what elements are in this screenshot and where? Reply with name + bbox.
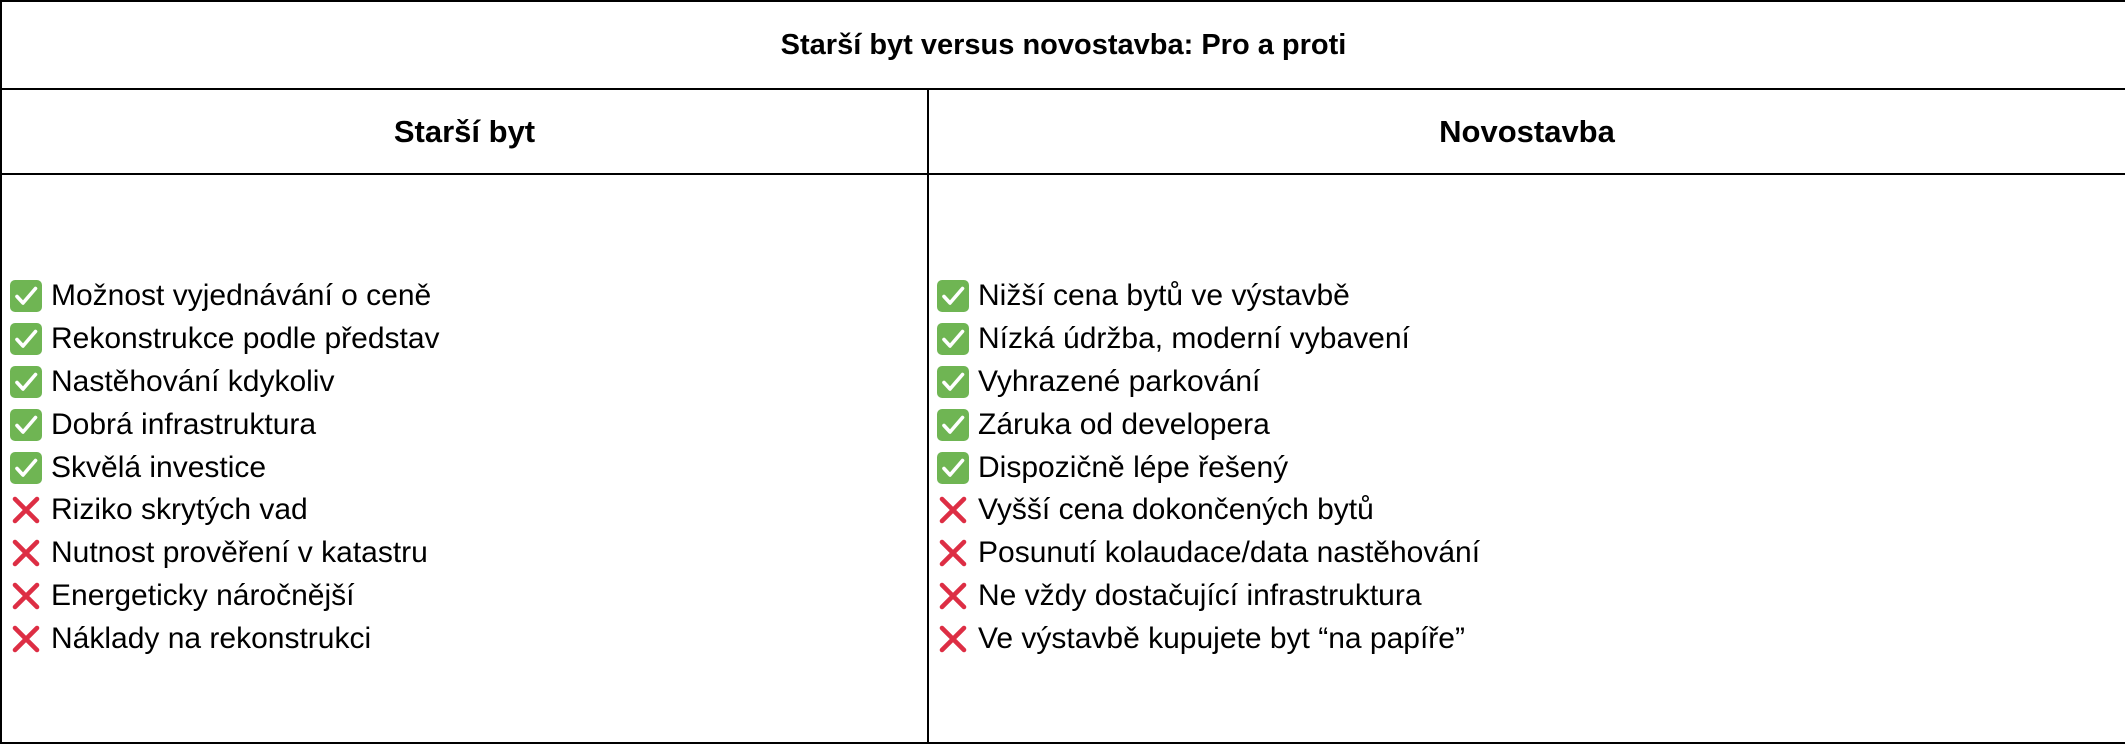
table-title: Starší byt versus novostavba: Pro a proti <box>1 1 2125 89</box>
pro-item <box>10 275 927 318</box>
item-label: Skvělá investice <box>51 450 267 484</box>
starsi-byt-column <box>1 174 928 743</box>
item-label: Nižší cena bytů ve výstavbě <box>978 279 1350 313</box>
item-label: Možnost vyjednávání o ceně <box>51 279 432 313</box>
con-item <box>10 489 927 532</box>
cross-mark-icon <box>10 580 42 612</box>
item-label: Náklady na rekonstrukci <box>51 621 372 655</box>
con-item <box>10 532 927 575</box>
item-label: Nízká údržba, moderní vybavení <box>978 322 1410 356</box>
cross-mark-icon <box>937 580 969 612</box>
novostavba-column <box>928 174 2125 743</box>
item-label: Nastěhování kdykoliv <box>51 364 335 398</box>
cross-mark-icon <box>937 623 969 655</box>
pro-item <box>937 318 2125 361</box>
item-label: Energeticky náročnější <box>51 578 355 612</box>
novostavba-list <box>929 175 2125 660</box>
item-label: Rekonstrukce podle představ <box>51 322 440 356</box>
check-mark-icon <box>10 280 42 312</box>
content-row <box>1 174 2125 743</box>
item-label: Dobrá infrastruktura <box>51 407 317 441</box>
check-mark-icon <box>937 323 969 355</box>
pro-item <box>10 446 927 489</box>
pro-item <box>10 403 927 446</box>
item-label: Ve výstavbě kupujete byt “na papíře” <box>978 621 1465 655</box>
pro-item <box>937 275 2125 318</box>
pro-item <box>10 318 927 361</box>
cross-mark-icon <box>937 537 969 569</box>
check-mark-icon <box>10 452 42 484</box>
check-mark-icon <box>937 452 969 484</box>
item-label: Ne vždy dostačující infrastruktura <box>978 578 1422 612</box>
cross-mark-icon <box>10 494 42 526</box>
item-label: Posunutí kolaudace/data nastěhování <box>978 536 1481 570</box>
starsi-byt-list <box>2 175 927 660</box>
item-label: Vyhrazené parkování <box>978 364 1261 398</box>
cross-mark-icon <box>937 494 969 526</box>
con-item <box>937 575 2125 618</box>
con-item <box>937 489 2125 532</box>
cross-mark-icon <box>10 623 42 655</box>
con-item <box>937 617 2125 660</box>
con-item <box>10 617 927 660</box>
item-label: Dispozičně lépe řešený <box>978 450 1289 484</box>
check-mark-icon <box>937 409 969 441</box>
header-row <box>1 89 2125 174</box>
item-label: Vyšší cena dokončených bytů <box>978 493 1374 527</box>
pro-item <box>937 446 2125 489</box>
pro-item <box>937 361 2125 404</box>
cross-mark-icon <box>10 537 42 569</box>
check-mark-icon <box>10 323 42 355</box>
item-label: Riziko skrytých vad <box>51 493 308 527</box>
check-mark-icon <box>937 280 969 312</box>
con-item <box>10 575 927 618</box>
pro-item <box>937 403 2125 446</box>
item-label: Nutnost prověření v katastru <box>51 536 428 570</box>
column-header-starsi-byt: Starší byt <box>1 89 928 174</box>
column-header-novostavba: Novostavba <box>928 89 2125 174</box>
check-mark-icon <box>10 366 42 398</box>
pro-item <box>10 361 927 404</box>
title-row <box>1 1 2125 89</box>
con-item <box>937 532 2125 575</box>
check-mark-icon <box>937 366 969 398</box>
item-label: Záruka od developera <box>978 407 1270 441</box>
check-mark-icon <box>10 409 42 441</box>
